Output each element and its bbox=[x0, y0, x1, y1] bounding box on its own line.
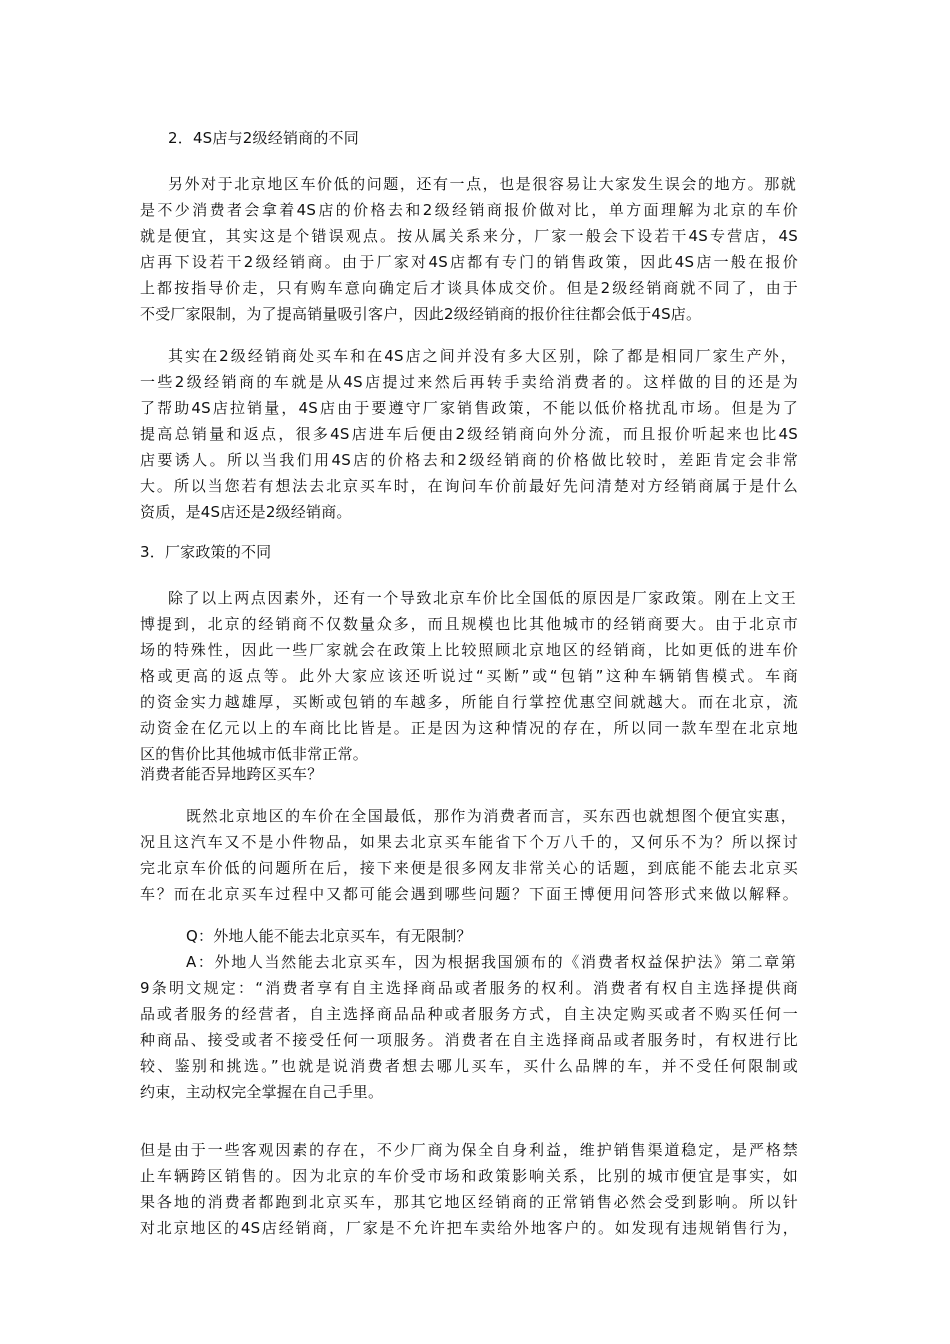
paragraph-line: 资质，是4S店还是2级经销商。 bbox=[140, 503, 352, 521]
paragraph-line: 店要诱人。所以当我们用4S店的价格去和2级经销商的价格做比较时，差距肯定会非常 bbox=[140, 451, 798, 469]
paragraph-line: 大。所以当您若有想法去北京买车时，在询问车价前最好先问清楚对方经销商属于是什么 bbox=[140, 477, 798, 495]
question-title: 消费者能否异地跨区买车？ bbox=[140, 765, 323, 783]
paragraph-line: 动资金在亿元以上的车商比比皆是。正是因为这种情况的存在，所以同一款车型在北京地 bbox=[140, 719, 798, 737]
paragraph-line: 果各地的消费者都跑到北京买车，那其它地区经销商的正常销售必然会受到影响。所以针 bbox=[140, 1193, 798, 1211]
paragraph-line: 区的售价比其他城市低非常正常。 bbox=[140, 745, 369, 763]
paragraph-line: 博提到，北京的经销商不仅数量众多，而且规模也比其他城市的经销商要大。由于北京市 bbox=[140, 615, 798, 633]
qa-answer-line: 9条明文规定：“消费者享有自主选择商品或者服务的权利。消费者有权自主选择提供商 bbox=[140, 979, 798, 997]
qa-answer-line: 较、鉴别和挑选。”也就是说消费者想去哪儿买车，买什么品牌的车，并不受任何限制或 bbox=[140, 1057, 798, 1075]
paragraph-line: 止车辆跨区销售的。因为北京的车价受市场和政策影响关系，比别的城市便宜是事实，如 bbox=[140, 1167, 798, 1185]
paragraph-line: 提高总销量和返点，很多4S店进车后便由2级经销商向外分流，而且报价听起来也比4S bbox=[140, 425, 798, 443]
paragraph-line: 车？而在北京买车过程中又都可能会遇到哪些问题？下面王博便用问答形式来做以解释。 bbox=[140, 885, 798, 903]
paragraph-line: 除了以上两点因素外，还有一个导致北京车价比全国低的原因是厂家政策。刚在上文王 bbox=[168, 589, 796, 607]
paragraph-line: 况且这汽车又不是小件物品，如果去北京买车能省下个万八千的，又何乐不为？所以探讨 bbox=[140, 833, 798, 851]
qa-answer-line: 种商品、接受或者不接受任何一项服务。消费者在自主选择商品或者服务时，有权进行比 bbox=[140, 1031, 798, 1049]
paragraph-line: 一些2级经销商的车就是从4S店提过来然后再转手卖给消费者的。这样做的目的还是为 bbox=[140, 373, 798, 391]
paragraph-line: 完北京车价低的问题所在后，接下来便是很多网友非常关心的话题，到底能不能去北京买 bbox=[140, 859, 798, 877]
qa-question: Q：外地人能不能去北京买车，有无限制？ bbox=[186, 927, 472, 945]
section-heading-2: 2．4S店与2级经销商的不同 bbox=[168, 129, 359, 147]
paragraph-line: 是不少消费者会拿着4S店的价格去和2级经销商报价做对比，单方面理解为北京的车价 bbox=[140, 201, 798, 219]
paragraph-line: 格或更高的返点等。此外大家应该还听说过“买断”或“包销”这种车辆销售模式。车商 bbox=[140, 667, 798, 685]
paragraph-line: 不受厂家限制，为了提高销量吸引客户，因此2级经销商的报价往往都会低于4S店。 bbox=[140, 305, 702, 323]
paragraph-line: 其实在2级经销商处买车和在4S店之间并没有多大区别，除了都是相同厂家生产外， bbox=[168, 347, 796, 365]
qa-answer-line: 品或者服务的经营者，自主选择商品品种或者服务方式，自主决定购买或者不购买任何一 bbox=[140, 1005, 798, 1023]
paragraph-line: 店再下设若干2级经销商。由于厂家对4S店都有专门的销售政策，因此4S店一般在报价 bbox=[140, 253, 798, 271]
paragraph-line: 就是便宜，其实这是个错误观点。按从属关系来分，厂家一般会下设若干4S专营店，4S bbox=[140, 227, 798, 245]
paragraph-line: 场的特殊性，因此一些厂家就会在政策上比较照顾北京地区的经销商，比如更低的进车价 bbox=[140, 641, 798, 659]
section-heading-3: 3．厂家政策的不同 bbox=[140, 543, 272, 561]
paragraph-line: 的资金实力越雄厚，买断或包销的车越多，所能自行掌控优惠空间就越大。而在北京，流 bbox=[140, 693, 798, 711]
paragraph-line: 上都按指导价走，只有购车意向确定后才谈具体成交价。但是2级经销商就不同了，由于 bbox=[140, 279, 798, 297]
qa-answer-line: A：外地人当然能去北京买车，因为根据我国颁布的《消费者权益保护法》第二章第 bbox=[186, 953, 796, 971]
paragraph-line: 了帮助4S店拉销量，4S店由于要遵守厂家销售政策，不能以低价格扰乱市场。但是为了 bbox=[140, 399, 798, 417]
paragraph-line: 另外对于北京地区车价低的问题，还有一点，也是很容易让大家发生误会的地方。那就 bbox=[168, 175, 796, 193]
qa-answer-line: 约束，主动权完全掌握在自己手里。 bbox=[140, 1083, 384, 1101]
paragraph-line: 但是由于一些客观因素的存在，不少厂商为保全自身利益，维护销售渠道稳定，是严格禁 bbox=[140, 1141, 798, 1159]
paragraph-line: 既然北京地区的车价在全国最低，那作为消费者而言，买东西也就想图个便宜实惠， bbox=[186, 807, 796, 825]
paragraph-line: 对北京地区的4S店经销商，厂家是不允许把车卖给外地客户的。如发现有违规销售行为， bbox=[140, 1219, 798, 1237]
